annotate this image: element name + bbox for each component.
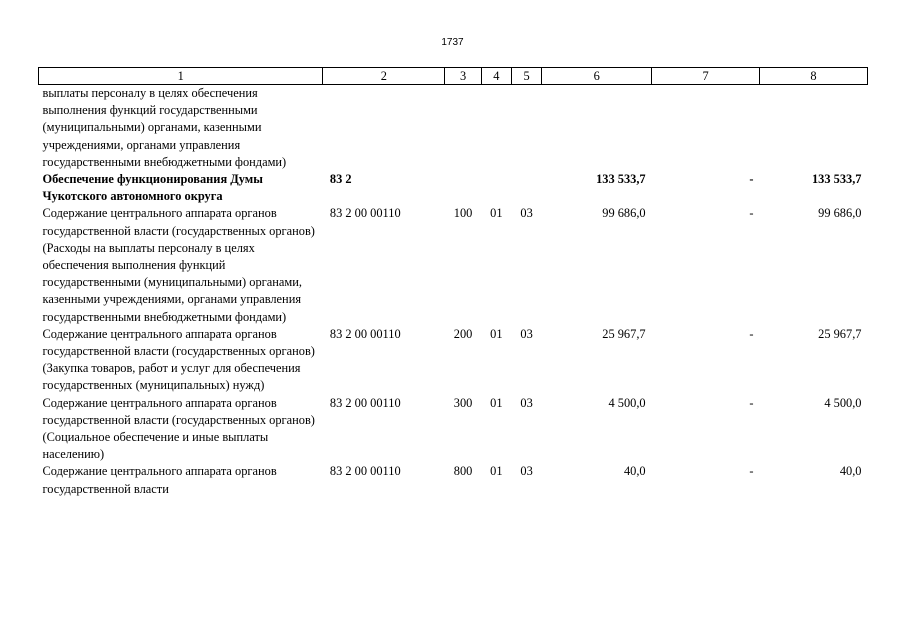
header-row	[39, 68, 868, 85]
row-rz	[481, 171, 511, 205]
column-header-8: 8	[760, 68, 868, 85]
table-row	[39, 205, 868, 325]
row-change: -	[749, 206, 754, 221]
table-row	[39, 395, 868, 464]
row-pr	[511, 171, 541, 205]
row-total: 4 500,0	[824, 395, 862, 410]
row-sum	[542, 85, 652, 172]
row-change: -	[749, 172, 754, 187]
row-pr: 03	[520, 206, 533, 221]
row-code: 83 2 00 00110	[329, 326, 401, 341]
row-code: 83 2	[329, 172, 352, 187]
table-body	[39, 85, 868, 498]
column-header-6: 6	[542, 68, 652, 85]
row-rz: 01	[490, 395, 503, 410]
row-total: 133 533,7	[811, 172, 862, 187]
row-total	[760, 85, 868, 172]
table-row	[39, 326, 868, 395]
table-row	[39, 171, 868, 205]
row-name: Обеспечение функционирования Думы Чукотского автономного округа	[42, 172, 263, 204]
row-rz: 01	[490, 206, 503, 221]
row-pr: 03	[520, 395, 533, 410]
table-header	[39, 68, 868, 85]
table-row	[39, 85, 868, 172]
row-name: выплаты персоналу в целях обеспечения выполнения функций государственными (муниципальными) органами, казенными учреждениями, органами управления государственными внебюджетными фондами)	[42, 86, 287, 169]
row-code: 83 2 00 00110	[329, 395, 401, 410]
row-total: 25 967,7	[818, 326, 862, 341]
row-vr	[445, 171, 481, 205]
row-sum: 99 686,0	[602, 206, 646, 221]
column-header-7: 7	[652, 68, 760, 85]
row-vr: 800	[453, 464, 473, 479]
row-code: 83 2 00 00110	[329, 464, 401, 479]
row-name: Содержание центрального аппарата органов государственной власти (государственных органов) (Закупка товаров, работ и услуг для обеспечения государственных (муниципальных) нужд)	[42, 326, 315, 393]
row-change	[652, 85, 760, 172]
row-change: -	[749, 395, 754, 410]
budget-table	[38, 67, 868, 498]
row-sum: 40,0	[623, 464, 646, 479]
row-rz: 01	[490, 464, 503, 479]
row-vr	[445, 85, 481, 172]
row-rz: 01	[490, 326, 503, 341]
row-change: -	[749, 464, 754, 479]
row-rz	[481, 85, 511, 172]
page-number: 1737	[441, 37, 464, 48]
column-header-2: 2	[323, 68, 445, 85]
row-code: 83 2 00 00110	[329, 206, 401, 221]
row-name: Содержание центрального аппарата органов государственной власти (государственных органов) (Социальное обеспечение и иные выплаты населению)	[42, 395, 315, 462]
column-header-3: 3	[445, 68, 481, 85]
row-total: 40,0	[839, 464, 862, 479]
column-header-5: 5	[511, 68, 541, 85]
row-sum: 4 500,0	[608, 395, 646, 410]
column-header-4: 4	[481, 68, 511, 85]
row-code	[323, 85, 445, 172]
row-pr: 03	[520, 326, 533, 341]
row-pr: 03	[520, 464, 533, 479]
row-change: -	[749, 326, 754, 341]
row-pr	[511, 85, 541, 172]
row-name: Содержание центрального аппарата органов государственной власти	[42, 464, 277, 496]
column-header-1: 1	[39, 68, 323, 85]
table-row	[39, 463, 868, 497]
row-sum: 25 967,7	[602, 326, 646, 341]
row-name: Содержание центрального аппарата органов государственной власти (государственных органов) (Расходы на выплаты персоналу в целях обеспечения выполнения функций государственными (муниципальными) органами, казенными учреждениями, органами управления государственными внебюджетными фондами)	[42, 206, 315, 324]
row-sum: 133 533,7	[596, 172, 646, 187]
row-vr: 100	[453, 206, 473, 221]
row-vr: 300	[453, 395, 473, 410]
row-total: 99 686,0	[818, 206, 862, 221]
row-vr: 200	[453, 326, 473, 341]
